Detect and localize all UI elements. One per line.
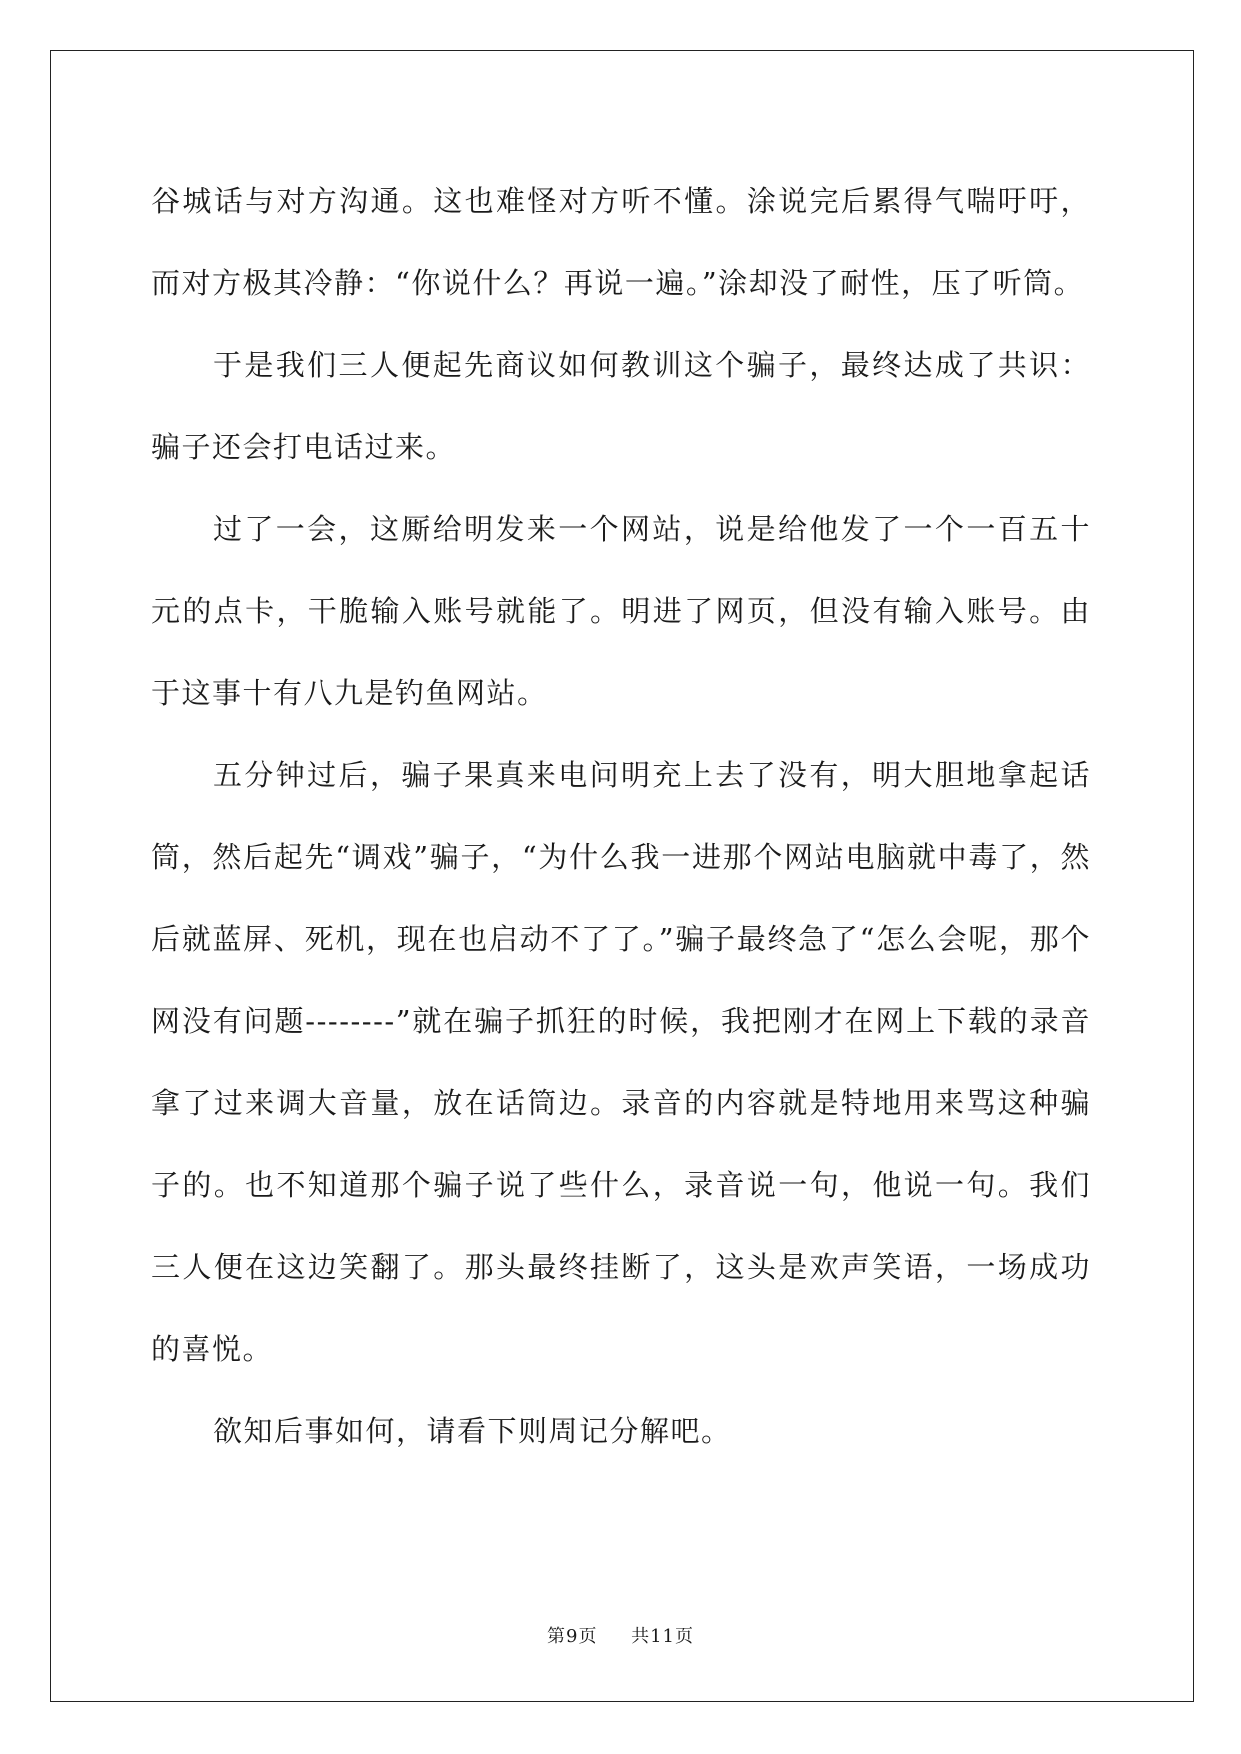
paragraph-5: 欲知后事如何，请看下则周记分解吧。	[213, 1414, 732, 1448]
paragraph-1: 谷城话与对方沟通。这也难怪对方听不懂。涂说完后累得气喘吁吁，而对方极其冷静：“你说什么？再说一遍。”涂却没了耐性，压了听筒。	[151, 184, 1091, 300]
paragraph-4: 五分钟过后，骗子果真来电问明充上去了没有，明大胆地拿起话筒，然后起先“调戏”骗子，“为什么我一进那个网站电脑就中毒了，然后就蓝屏、死机，现在也启动不了了。”骗子最终急了“怎么会呢，那个网没有问题--------”就在骗子抓狂的时候，我把刚才在网上下载的录音拿了过来调大音量，放在话筒边。录音的内容就是特地用来骂这种骗子的。也不知道那个骗子说了些什么，录音说一句，他说一句。我们三人便在这边笑翻了。那头最终挂断了，这头是欢声笑语，一场成功的喜悦。	[151, 758, 1091, 1366]
current-page-number: 第9页	[547, 1626, 598, 1647]
page-footer	[0, 1622, 1241, 1648]
document-body	[151, 160, 1091, 1472]
total-pages: 共11页	[631, 1626, 694, 1647]
paragraph-3: 过了一会，这厮给明发来一个网站，说是给他发了一个一百五十元的点卡，干脆输入账号就能了。明进了网页，但没有输入账号。由于这事十有八九是钓鱼网站。	[151, 512, 1091, 710]
paragraph-2: 于是我们三人便起先商议如何教训这个骗子，最终达成了共识：骗子还会打电话过来。	[151, 348, 1091, 464]
